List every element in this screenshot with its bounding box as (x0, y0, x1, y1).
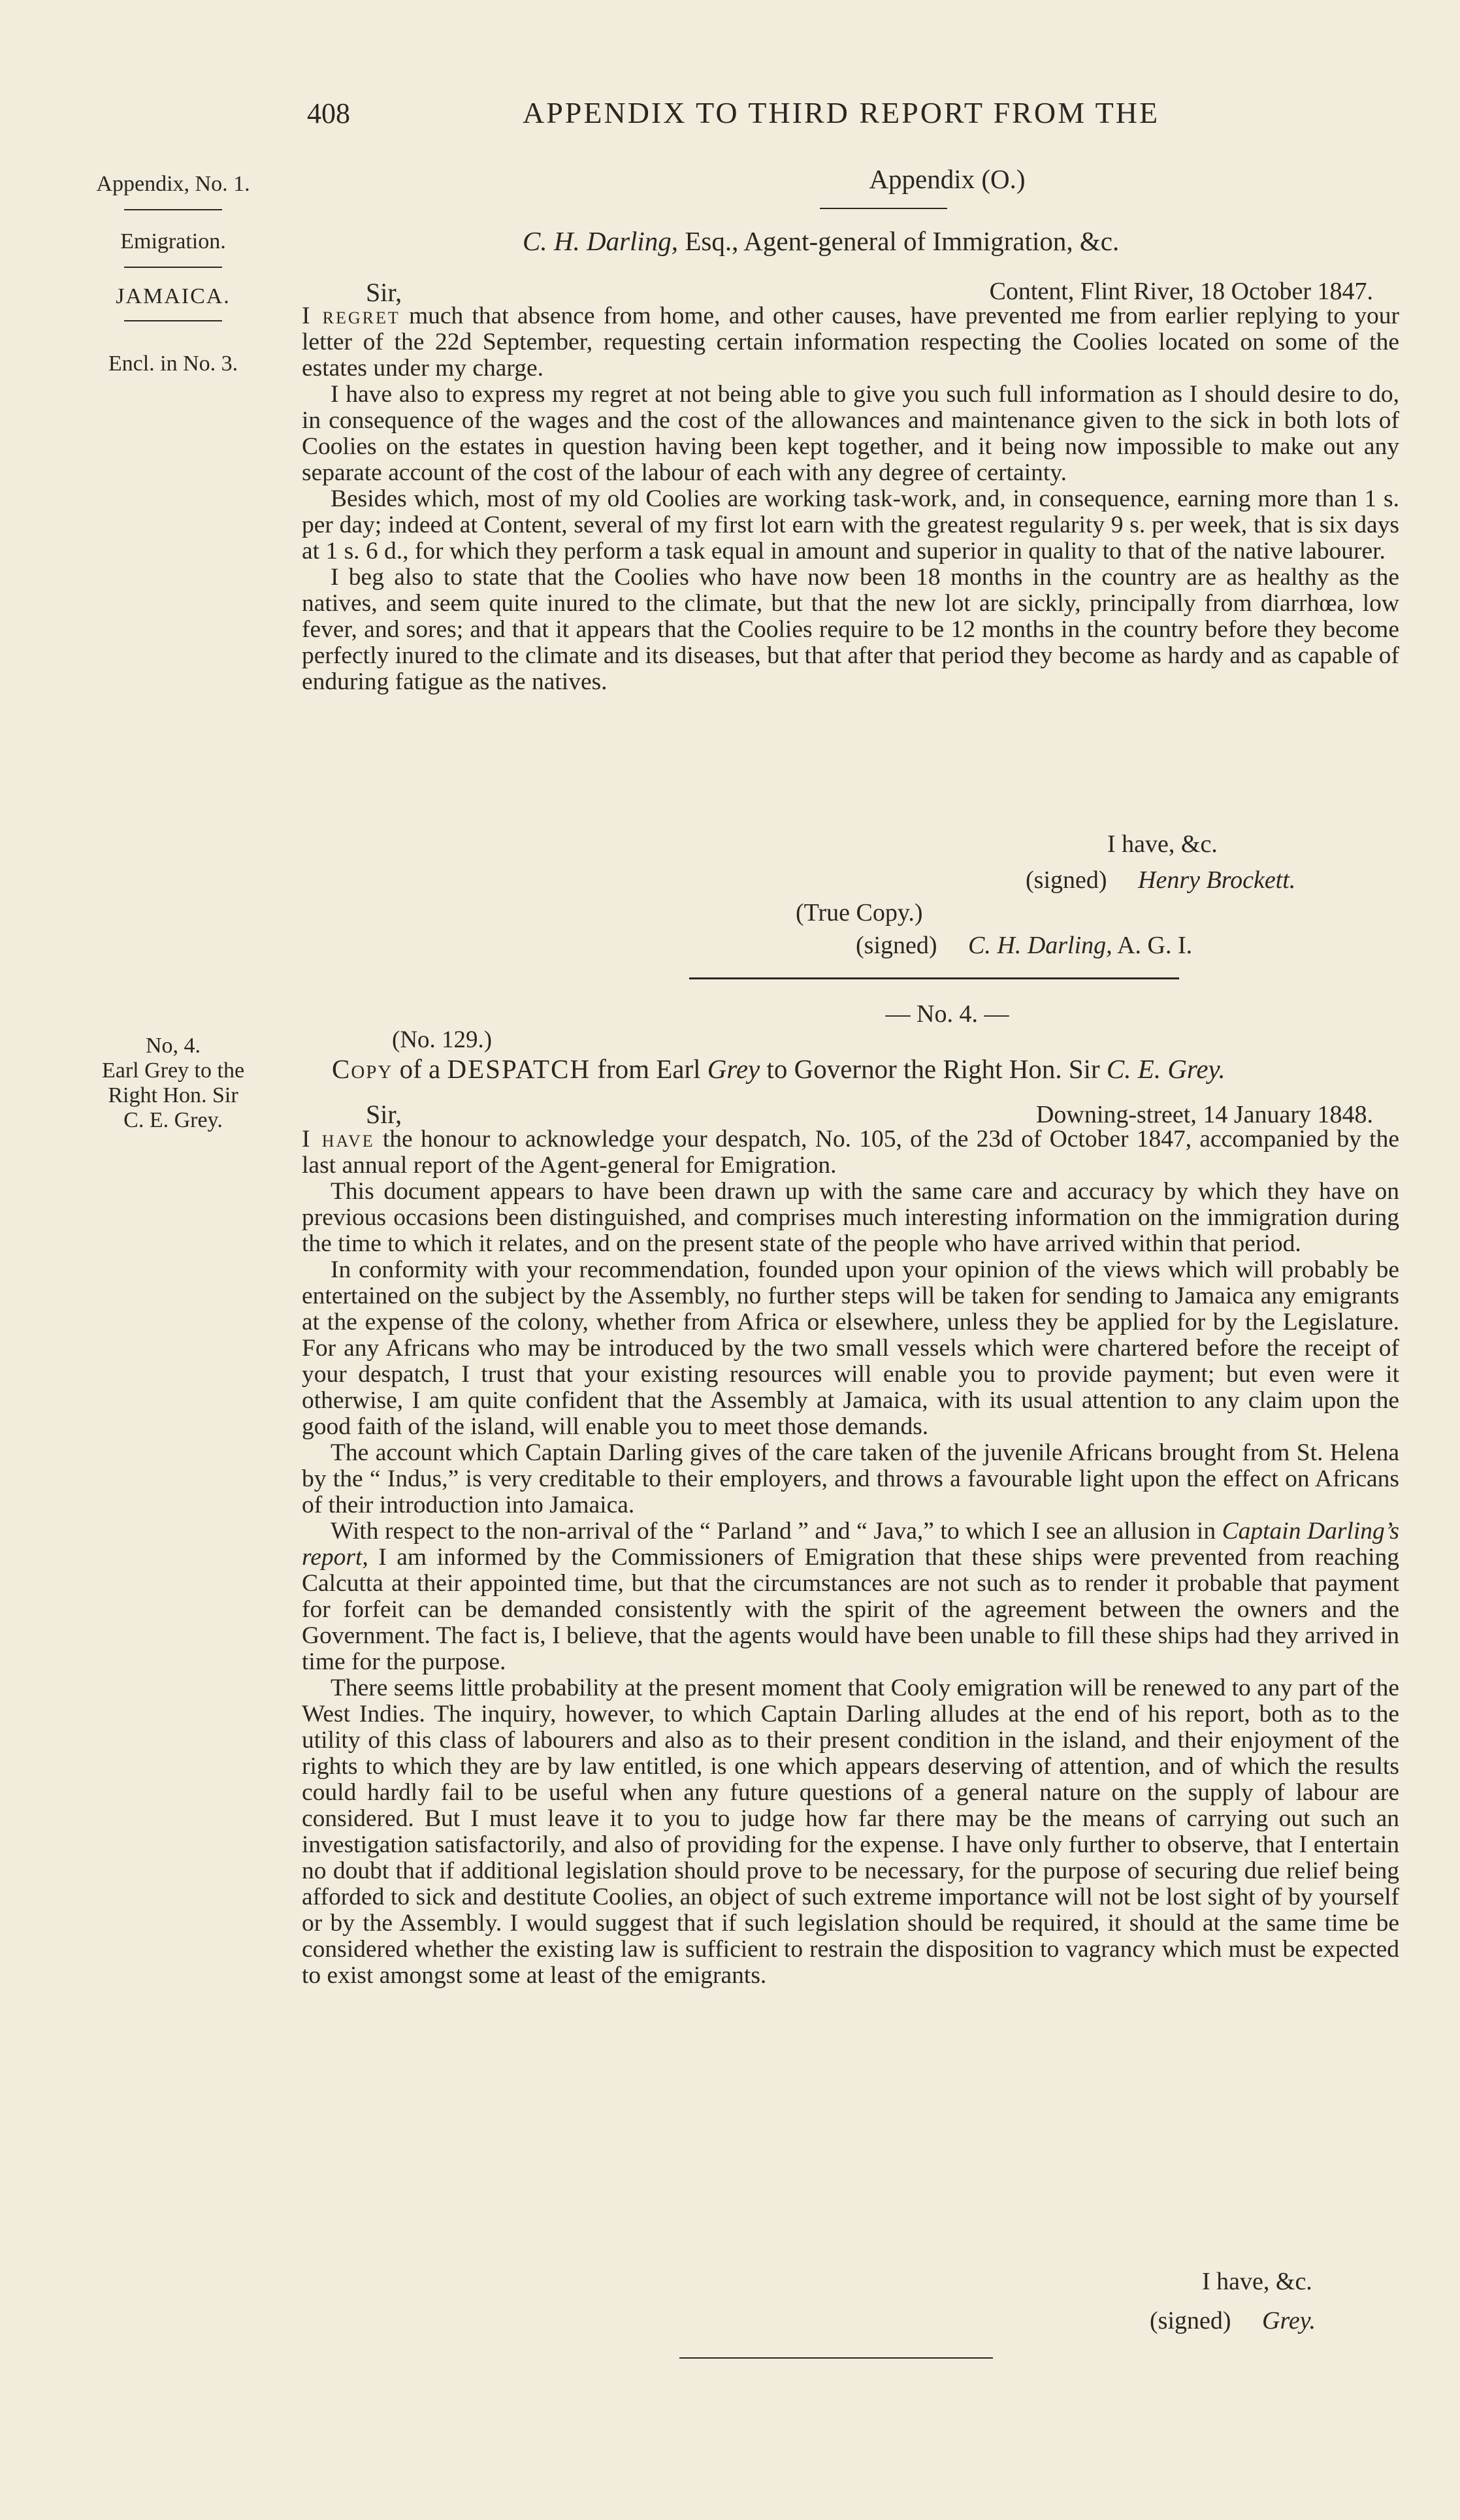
despatch-dateline: Downing-street, 14 January 1848. (1035, 1101, 1373, 1128)
signer-name: Henry Brockett. (1138, 866, 1296, 894)
letter-paragraph: I beg also to state that the Coolies who have now been 18 months in the country are as healthy as the natives, and seem quite inured to the climate, but that the new lot are sickly, principally from diarrhœa, low fever, and sores; and that it appears that the Coolies require to be 12 months in the country before they become perfectly inured to the climate and its diseases, but that after that period they become as hardy and as capable of enduring fatigue as the natives. (302, 564, 1399, 695)
paragraph-text: With respect to the non-arrival of the “ Parland ” and “ Java,” to which I see an allusion in (331, 1518, 1222, 1545)
signer-name: C. H. Darling, (968, 932, 1112, 959)
end-rule (679, 2357, 993, 2359)
paragraph-text: I am informed by the Commissioners of Emigration that these ships were prevented from reaching Calcutta at their appointed time, but that the circumstances are not such as to render it probable that payment for forfeit can be demanded consistently with the spirit of the agreement between the owners and the Government. The fact is, I believe, that the agents would have been unable to fill these ships had they arrived in time for the purpose. (302, 1544, 1399, 1675)
despatch-number: (No. 129.) (392, 1026, 493, 1053)
letter-closing: I have, &c. (1107, 830, 1218, 858)
running-title: APPENDIX TO THIRD REPORT FROM THE (523, 96, 1160, 129)
despatch-closing: I have, &c. (1202, 2268, 1312, 2295)
appendix-heading: Appendix (O.) (869, 164, 1026, 194)
margin-no4-line: C. E. Grey. (123, 1108, 223, 1132)
title-text: of a (393, 1054, 447, 1084)
recipient-name: C. E. Grey. (1106, 1054, 1225, 1084)
despatch-word: DESPATCH (447, 1054, 591, 1084)
letter-paragraph (302, 303, 1399, 382)
margin-rule (124, 320, 222, 321)
despatch-title (332, 1053, 1225, 1085)
page-number: 408 (307, 97, 350, 129)
opening-word: I have (302, 1126, 375, 1153)
letter-dateline: Content, Flint River, 18 October 1847. (989, 278, 1373, 305)
section-number: — No. 4. — (885, 1000, 1009, 1028)
true-copy-label: (True Copy.) (796, 899, 923, 926)
heading-rule (820, 208, 947, 209)
addressee-line (523, 225, 1119, 257)
signed-label: (signed) (856, 932, 937, 959)
despatch-paragraph (302, 1126, 1399, 1179)
margin-no4-line: No, 4. (145, 1034, 201, 1058)
letter-salutation: Sir, (366, 278, 402, 307)
margin-no4-line: Earl Grey to the (101, 1058, 245, 1083)
addressee-title: Esq., Agent-general of Immigration, &c. (678, 226, 1120, 256)
despatch-paragraph: The account which Captain Darling gives of the care taken of the juvenile Africans brought from St. Helena by the “ Indus,” is very creditable to their employers, and throws a favourable light upon the effect on Africans of their introduction into Jamaica. (302, 1439, 1399, 1518)
signed-label: (signed) (1026, 866, 1107, 894)
signer-title: A. G. I. (1112, 932, 1193, 959)
signed-label: (signed) (1150, 2307, 1231, 2334)
title-text: to Governor the Right Hon. Sir (760, 1054, 1107, 1084)
despatch-paragraph: This document appears to have been drawn up with the same care and accuracy by which they have on previous occasions been distinguished, and comprises much interesting information on the immigration during the time to which it relates, and on the present state of the people who have arrived within that period. (302, 1178, 1399, 1257)
margin-enclosure: Encl. in No. 3. (108, 352, 238, 376)
title-text: from Earl (591, 1054, 707, 1084)
despatch-paragraph (302, 1518, 1399, 1675)
letter-paragraph: Besides which, most of my old Coolies are working task-work, and, in consequence, earning more than 1 s. per day; indeed at Content, several of my first lot earn with the greatest regularity 9 s. per week, that is six days at 1 s. 6 d., for which they perform a task equal in amount and superior in quality to that of the native labourer. (302, 485, 1399, 565)
despatch-salutation: Sir, (366, 1100, 402, 1129)
signer-name: Grey. (1262, 2307, 1316, 2334)
margin-rule (124, 267, 222, 268)
opening-word: I regret (302, 303, 400, 329)
paragraph-text: much that absence from home, and other causes, have prevented me from earlier replying to your letter of the 22d September, requesting certain information respecting the Coolies located on some of the estates under my charge. (302, 303, 1400, 382)
letter-paragraph: I have also to express my regret at not being able to give you such full information as I should desire to do, in consequence of the wages and the cost of the allowances and maintenance given to the sick in both lots of Coolies on the estates in question having been kept together, and it being now impossible to make out any separate account of the cost of the labour of each with any degree of certainty. (302, 381, 1399, 486)
margin-emigration: Emigration. (120, 229, 226, 254)
copy-word: Copy (332, 1054, 393, 1084)
margin-rule (124, 209, 222, 210)
section-divider (689, 977, 1179, 979)
paragraph-text: the honour to acknowledge your despatch, No. 105, of the 23d of October 1847, accompanied by the last annual report of the Agent-general for Emigration. (302, 1126, 1399, 1179)
despatch-paragraph: In conformity with your recommendation, founded upon your opinion of the views which will probably be entertained on the subject by the Assembly, no further steps will be taken for sending to Jamaica any emigrants at the expense of the colony, whether from Africa or elsewhere, unless they be applied for by the Legislature. For any Africans who may be introduced by the two small vessels which were chartered before the receipt of your despatch, I trust that your existing resources will enable you to provide payment; but even were it otherwise, I am quite confident that the Assembly at Jamaica, with its usual attention to any claim upon the good faith of the island, will enable you to meet those demands. (302, 1256, 1399, 1440)
despatch-body (302, 1126, 1399, 1989)
copy-signature-line (856, 931, 1192, 960)
margin-appendix: Appendix, No. 1. (96, 172, 250, 196)
sender-name: Grey (707, 1054, 760, 1084)
addressee-name: C. H. Darling, (523, 226, 679, 256)
margin-no4-line: Right Hon. Sir (108, 1083, 238, 1107)
despatch-paragraph: There seems little probability at the present moment that Cooly emigration will be renewed to any part of the West Indies. The inquiry, however, to which Captain Darling alludes at the end of his report, both as to the utility of this class of labourers and also as to their present condition in the island, and their enjoyment of the rights to which they are by law entitled, is one which appears deserving of attention, and of which the results could hardly fail to be useful when any future questions of a general nature on the supply of labour are considered. But I must leave it to you to judge how far there may be the means of carrying out such an investigation satisfactorily, and also of providing for the expense. I have only further to observe, that I entertain no doubt that if additional legislation should prove to be necessary, for the purpose of securing due relief being afforded to sick and destitute Coolies, an object of such extreme importance will not be lost sight of by yourself or by the Assembly. I would suggest that if such legislation should be required, it should at the same time be considered whether the existing law is sufficient to restrain the disposition to vagrancy which must be expected to exist amongst some at least of the emigrants. (302, 1675, 1399, 1989)
letter-body (302, 303, 1399, 695)
despatch-signature-line (1150, 2306, 1316, 2335)
paragraph-italic: Captain Darling’s report, (302, 1518, 1399, 1571)
margin-no4-note (65, 1034, 281, 1133)
signature-line (1026, 866, 1295, 894)
margin-jamaica: JAMAICA. (116, 284, 231, 308)
